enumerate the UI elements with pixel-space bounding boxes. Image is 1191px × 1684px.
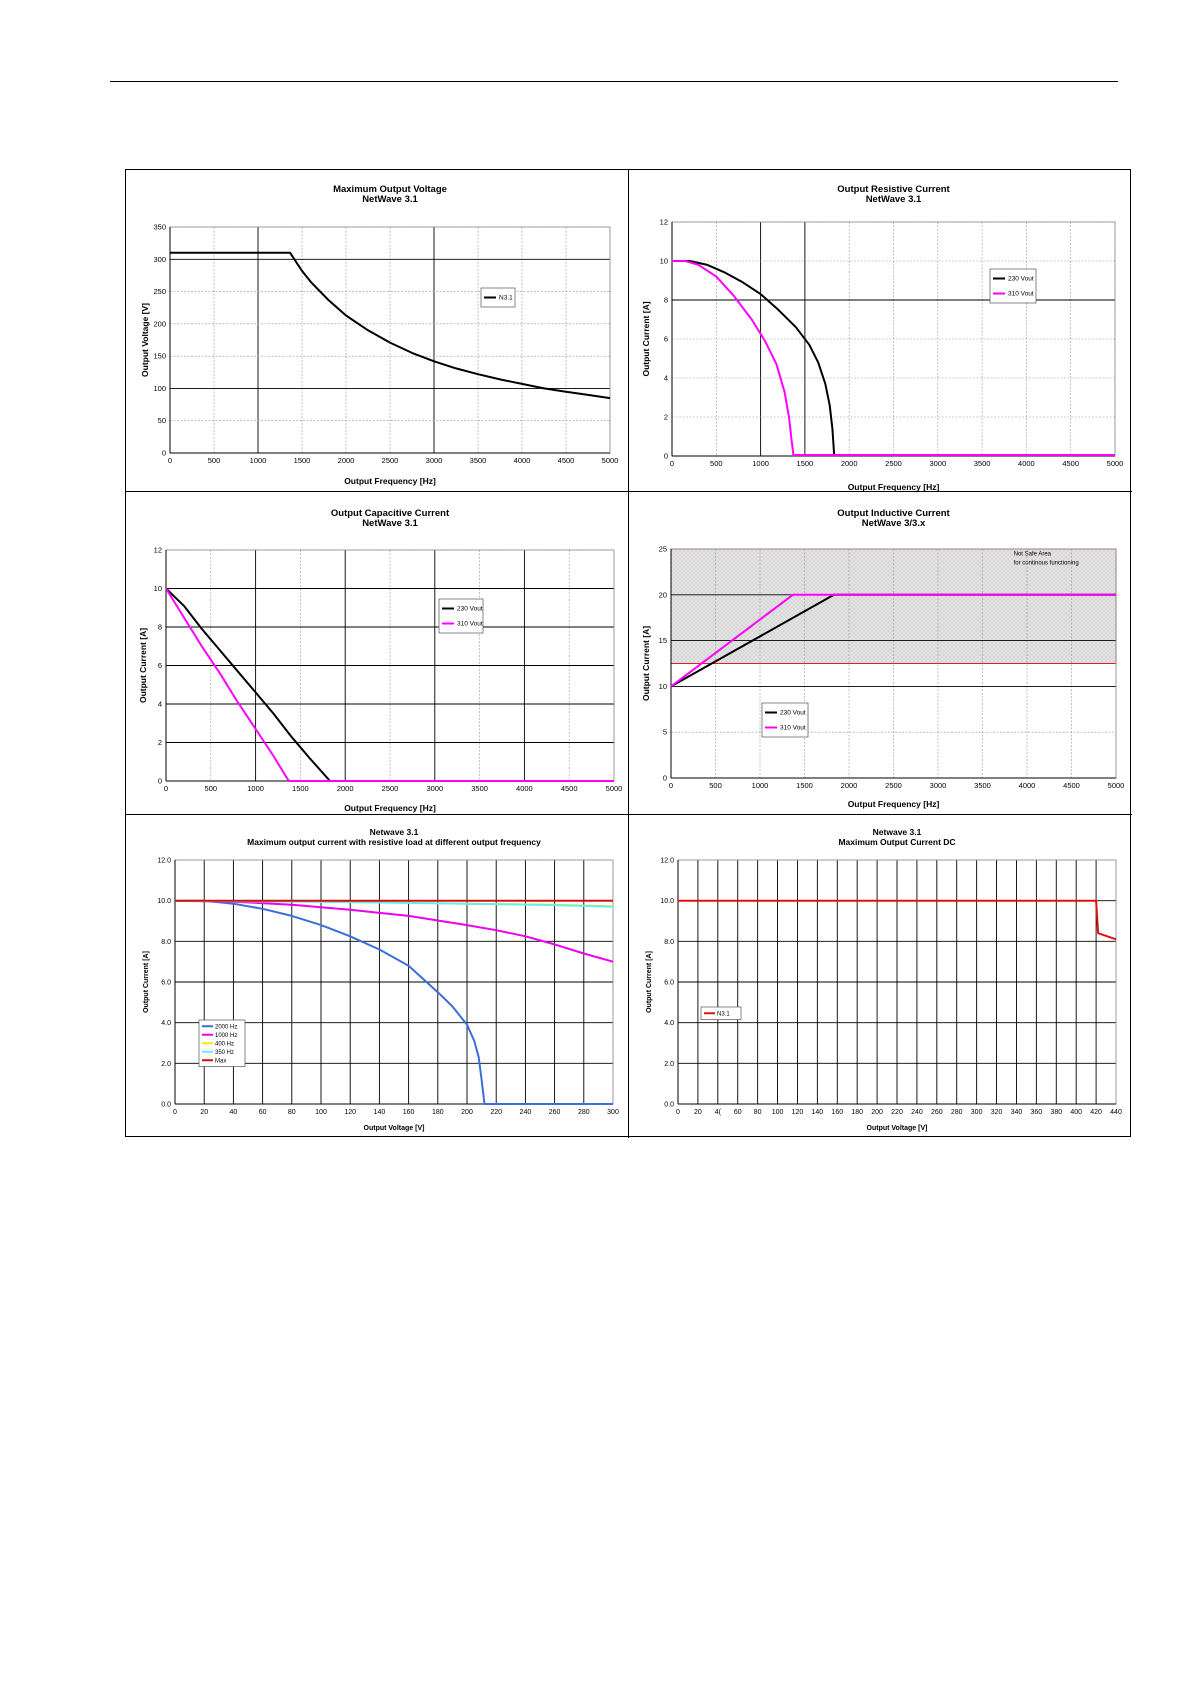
y-tick-label: 25 [658, 544, 667, 554]
x-tick-label: 3500 [469, 456, 487, 465]
x-tick-label: 2500 [381, 456, 399, 465]
x-axis-label: Output Frequency [Hz] [847, 482, 940, 492]
y-tick-label: 0 [663, 451, 668, 461]
chart-title: Output Resistive Current [837, 184, 950, 195]
y-tick-label: 0 [161, 448, 166, 458]
x-tick-labels [164, 784, 622, 793]
x-tick-label: 4000 [1018, 459, 1035, 468]
y-tick-label: 10 [153, 584, 162, 593]
x-tick-label: 3000 [929, 781, 947, 790]
shade-label: for continous functioning [1013, 560, 1079, 567]
y-tick-labels [153, 223, 166, 458]
y-tick-label: 20 [658, 590, 667, 600]
y-tick-label: 6 [157, 661, 162, 670]
chart-svg [126, 815, 628, 1137]
chart-svg [126, 492, 628, 814]
legend [701, 1007, 741, 1020]
x-tick-label: 2500 [885, 459, 902, 468]
x-axis-label: Output Voltage [V] [866, 1125, 928, 1132]
legend-label: 310 Vout [1008, 290, 1034, 298]
legend-label: 310 Vout [457, 620, 483, 628]
x-tick-label: 220 [891, 1109, 903, 1116]
x-tick-label: 3500 [974, 781, 991, 790]
chart-cell [126, 492, 629, 815]
chart-svg [126, 170, 628, 492]
chart-cell [629, 492, 1132, 815]
x-tick-label: 240 [519, 1109, 532, 1116]
x-tick-label: 0 [676, 1109, 680, 1116]
x-tick-label: 240 [911, 1109, 923, 1116]
x-tick-label: 0 [668, 781, 674, 790]
y-tick-label: 8.0 [161, 938, 171, 946]
legend-label: 1000 Hz [215, 1032, 238, 1039]
y-tick-label: 10.0 [660, 898, 674, 906]
y-tick-label: 0.0 [161, 1101, 171, 1109]
x-tick-label: 340 [1010, 1109, 1023, 1116]
x-tick-label: 4500 [560, 784, 578, 793]
y-tick-labels [660, 218, 668, 461]
x-tick-label: 1500 [292, 784, 309, 793]
x-tick-label: 200 [461, 1109, 473, 1116]
x-axis-label: Output Voltage [V] [363, 1125, 425, 1132]
x-tick-label: 500 [710, 459, 723, 468]
x-tick-label: 5000 [605, 784, 623, 793]
x-tick-label: 0 [163, 784, 169, 793]
y-tick-label: 0 [662, 773, 667, 783]
x-axis-label: Output Frequency [Hz] [344, 476, 436, 486]
x-tick-label: 4500 [1062, 459, 1080, 468]
x-tick-label: 140 [373, 1109, 386, 1116]
chart-svg [629, 492, 1131, 814]
y-tick-label: 4 [157, 699, 162, 709]
chart-cell [629, 170, 1132, 492]
y-tick-label: 200 [153, 319, 166, 329]
y-tick-label: 4 [663, 373, 668, 383]
x-tick-label: 4500 [1063, 781, 1080, 790]
x-tick-label: 4000 [1018, 781, 1036, 790]
chart-svg [629, 815, 1131, 1137]
x-tick-label: 0 [167, 456, 173, 465]
legend [481, 288, 515, 307]
chart-subtitle: NetWave 3.1 [362, 194, 418, 205]
legend [439, 599, 483, 633]
y-tick-label: 2.0 [161, 1060, 171, 1068]
legend-box [762, 703, 808, 737]
x-tick-label: 280 [950, 1109, 963, 1116]
y-tick-label: 12.0 [660, 857, 674, 865]
x-tick-label: 1000 [249, 456, 267, 465]
x-tick-label: 20 [200, 1109, 209, 1116]
chart-title: Output Capacitive Current [330, 508, 450, 519]
y-tick-label: 8.0 [664, 938, 674, 946]
x-tick-label: 3000 [929, 459, 947, 468]
x-tick-label: 500 [204, 784, 218, 793]
x-tick-label: 20 [694, 1109, 702, 1116]
x-tick-label: 2000 [840, 459, 858, 468]
chart-subtitle: Maximum Output Current DC [838, 837, 956, 847]
x-tick-label: 5000 [1107, 781, 1125, 790]
legend-label: N3.1 [499, 294, 513, 302]
x-tick-label: 500 [709, 781, 722, 790]
y-tick-label: 2 [663, 412, 668, 422]
x-tick-label: 100 [771, 1109, 784, 1116]
x-tick-label: 300 [607, 1109, 619, 1116]
chart-title: Netwave 3.1 [872, 827, 922, 837]
x-tick-label: 60 [733, 1109, 742, 1116]
chart-svg [629, 170, 1131, 492]
y-tick-label: 10 [658, 681, 667, 691]
shade-label: Not Safe Area [1013, 551, 1052, 558]
legend-box [990, 269, 1036, 303]
legend-box [439, 599, 483, 633]
chart-subtitle: NetWave 3.1 [865, 194, 922, 205]
y-axis-label: Output Voltage [V] [140, 303, 150, 377]
y-axis-label: Output Current [A] [641, 301, 651, 377]
y-axis-label: Output Current [A] [641, 625, 651, 702]
x-tick-label: 1500 [796, 459, 814, 468]
x-tick-label: 4( [714, 1109, 721, 1116]
x-tick-label: 4000 [513, 456, 531, 465]
y-tick-label: 100 [153, 383, 166, 393]
x-tick-label: 180 [851, 1109, 864, 1116]
chart-title: Netwave 3.1 [369, 827, 419, 837]
y-tick-label: 0.0 [664, 1101, 674, 1109]
x-tick-label: 4500 [557, 456, 575, 465]
y-tick-label: 150 [153, 351, 166, 361]
chart-panel-grid [125, 169, 1131, 1137]
x-axis-label: Output Frequency [Hz] [847, 799, 940, 809]
x-tick-label: 260 [930, 1109, 943, 1116]
chart-subtitle: NetWave 3/3.x [861, 518, 926, 529]
y-tick-label: 12 [153, 545, 162, 555]
y-axis-label: Output Current [A] [143, 951, 150, 1013]
y-tick-label: 4.0 [664, 1020, 674, 1028]
x-tick-label: 3500 [471, 784, 488, 793]
x-axis-label: Output Frequency [Hz] [344, 803, 436, 813]
y-tick-label: 4.0 [161, 1020, 171, 1028]
y-tick-label: 10.0 [157, 898, 171, 906]
chart-cell [126, 815, 629, 1138]
legend-label: N3.1 [717, 1011, 730, 1018]
x-tick-label: 2500 [885, 781, 902, 790]
x-tick-label: 160 [831, 1109, 844, 1116]
y-tick-labels [660, 858, 674, 1109]
y-tick-label: 12.0 [157, 857, 171, 865]
x-tick-label: 1000 [751, 781, 769, 790]
x-tick-label: 120 [344, 1109, 357, 1116]
legend-label: 350 Hz [215, 1049, 235, 1056]
chart-cell [126, 170, 629, 492]
y-tick-label: 6.0 [161, 979, 171, 987]
y-tick-label: 50 [157, 416, 166, 426]
y-tick-label: 5 [662, 727, 667, 737]
legend-label: 230 Vout [457, 605, 483, 613]
x-tick-label: 3000 [426, 784, 444, 793]
x-tick-labels [676, 1109, 1122, 1116]
x-tick-label: 4000 [516, 784, 533, 793]
y-tick-label: 0 [157, 776, 162, 786]
y-tick-label: 12 [659, 217, 668, 227]
x-tick-label: 3000 [425, 456, 443, 465]
legend [990, 269, 1036, 303]
y-tick-label: 2 [157, 738, 162, 747]
y-axis-label: Output Current [A] [646, 951, 653, 1013]
x-tick-label: 360 [1030, 1109, 1043, 1116]
x-tick-label: 40 [229, 1109, 238, 1116]
x-tick-label: 440 [1110, 1109, 1122, 1116]
x-tick-label: 320 [990, 1109, 1003, 1116]
x-tick-label: 400 [1070, 1109, 1083, 1116]
y-tick-label: 10 [659, 256, 668, 266]
y-axis-label: Output Current [A] [138, 627, 148, 704]
chart-subtitle: Maximum output current with resistive load at different output frequency [247, 837, 541, 847]
legend-label: 230 Vout [780, 709, 806, 717]
legend-label: 230 Vout [1008, 275, 1034, 283]
x-tick-label: 220 [490, 1109, 503, 1116]
chart-title: Maximum Output Voltage [333, 184, 447, 195]
x-tick-label: 120 [791, 1109, 804, 1116]
x-tick-label: 0 [669, 459, 675, 468]
y-tick-label: 2.0 [664, 1060, 674, 1068]
page-top-rule [110, 81, 1118, 82]
legend-label: 2000 Hz [215, 1024, 238, 1031]
x-tick-label: 1000 [247, 784, 264, 793]
y-tick-labels [154, 546, 162, 786]
x-tick-label: 0 [173, 1109, 177, 1116]
x-tick-label: 1000 [752, 459, 769, 468]
x-tick-labels [173, 1109, 619, 1116]
x-tick-label: 80 [287, 1109, 296, 1116]
y-tick-label: 350 [153, 222, 166, 232]
x-tick-label: 2000 [336, 784, 354, 793]
x-tick-label: 280 [577, 1109, 590, 1116]
x-tick-label: 5000 [1106, 459, 1124, 468]
y-tick-label: 8 [663, 295, 668, 305]
legend-label: Max [215, 1058, 227, 1065]
y-tick-label: 250 [153, 287, 166, 297]
chart-title: Output Inductive Current [837, 508, 950, 519]
x-tick-labels [168, 456, 618, 465]
x-tick-label: 2000 [840, 781, 858, 790]
x-tick-label: 200 [871, 1109, 883, 1116]
x-tick-label: 260 [548, 1109, 561, 1116]
y-tick-labels [659, 545, 667, 783]
x-tick-label: 1500 [796, 781, 813, 790]
y-tick-label: 15 [658, 636, 667, 646]
x-tick-label: 300 [970, 1109, 983, 1116]
x-tick-labels [669, 781, 1124, 790]
x-tick-label: 2500 [381, 784, 399, 793]
x-tick-label: 500 [207, 456, 221, 465]
y-tick-label: 6.0 [664, 979, 674, 987]
x-tick-label: 5000 [601, 456, 619, 465]
x-tick-label: 180 [431, 1109, 444, 1116]
x-tick-label: 2000 [337, 456, 355, 465]
y-tick-label: 8 [157, 622, 162, 632]
x-tick-label: 80 [753, 1109, 762, 1116]
y-tick-labels [157, 858, 171, 1109]
chart-subtitle: NetWave 3.1 [362, 518, 418, 529]
x-tick-label: 420 [1090, 1109, 1102, 1116]
x-tick-label: 60 [258, 1109, 267, 1116]
legend-label: 310 Vout [780, 724, 806, 732]
legend [199, 1020, 245, 1067]
x-tick-labels [670, 459, 1123, 468]
x-tick-label: 160 [402, 1109, 415, 1116]
y-tick-label: 6 [663, 334, 668, 344]
x-tick-label: 380 [1050, 1109, 1063, 1116]
x-tick-label: 140 [811, 1109, 824, 1116]
chart-cell [629, 815, 1132, 1138]
x-tick-label: 3500 [973, 459, 991, 468]
x-tick-label: 1500 [293, 456, 311, 465]
legend [762, 703, 808, 737]
legend-label: 400 Hz [215, 1041, 235, 1048]
x-tick-label: 100 [315, 1109, 327, 1116]
y-tick-label: 300 [153, 254, 166, 264]
